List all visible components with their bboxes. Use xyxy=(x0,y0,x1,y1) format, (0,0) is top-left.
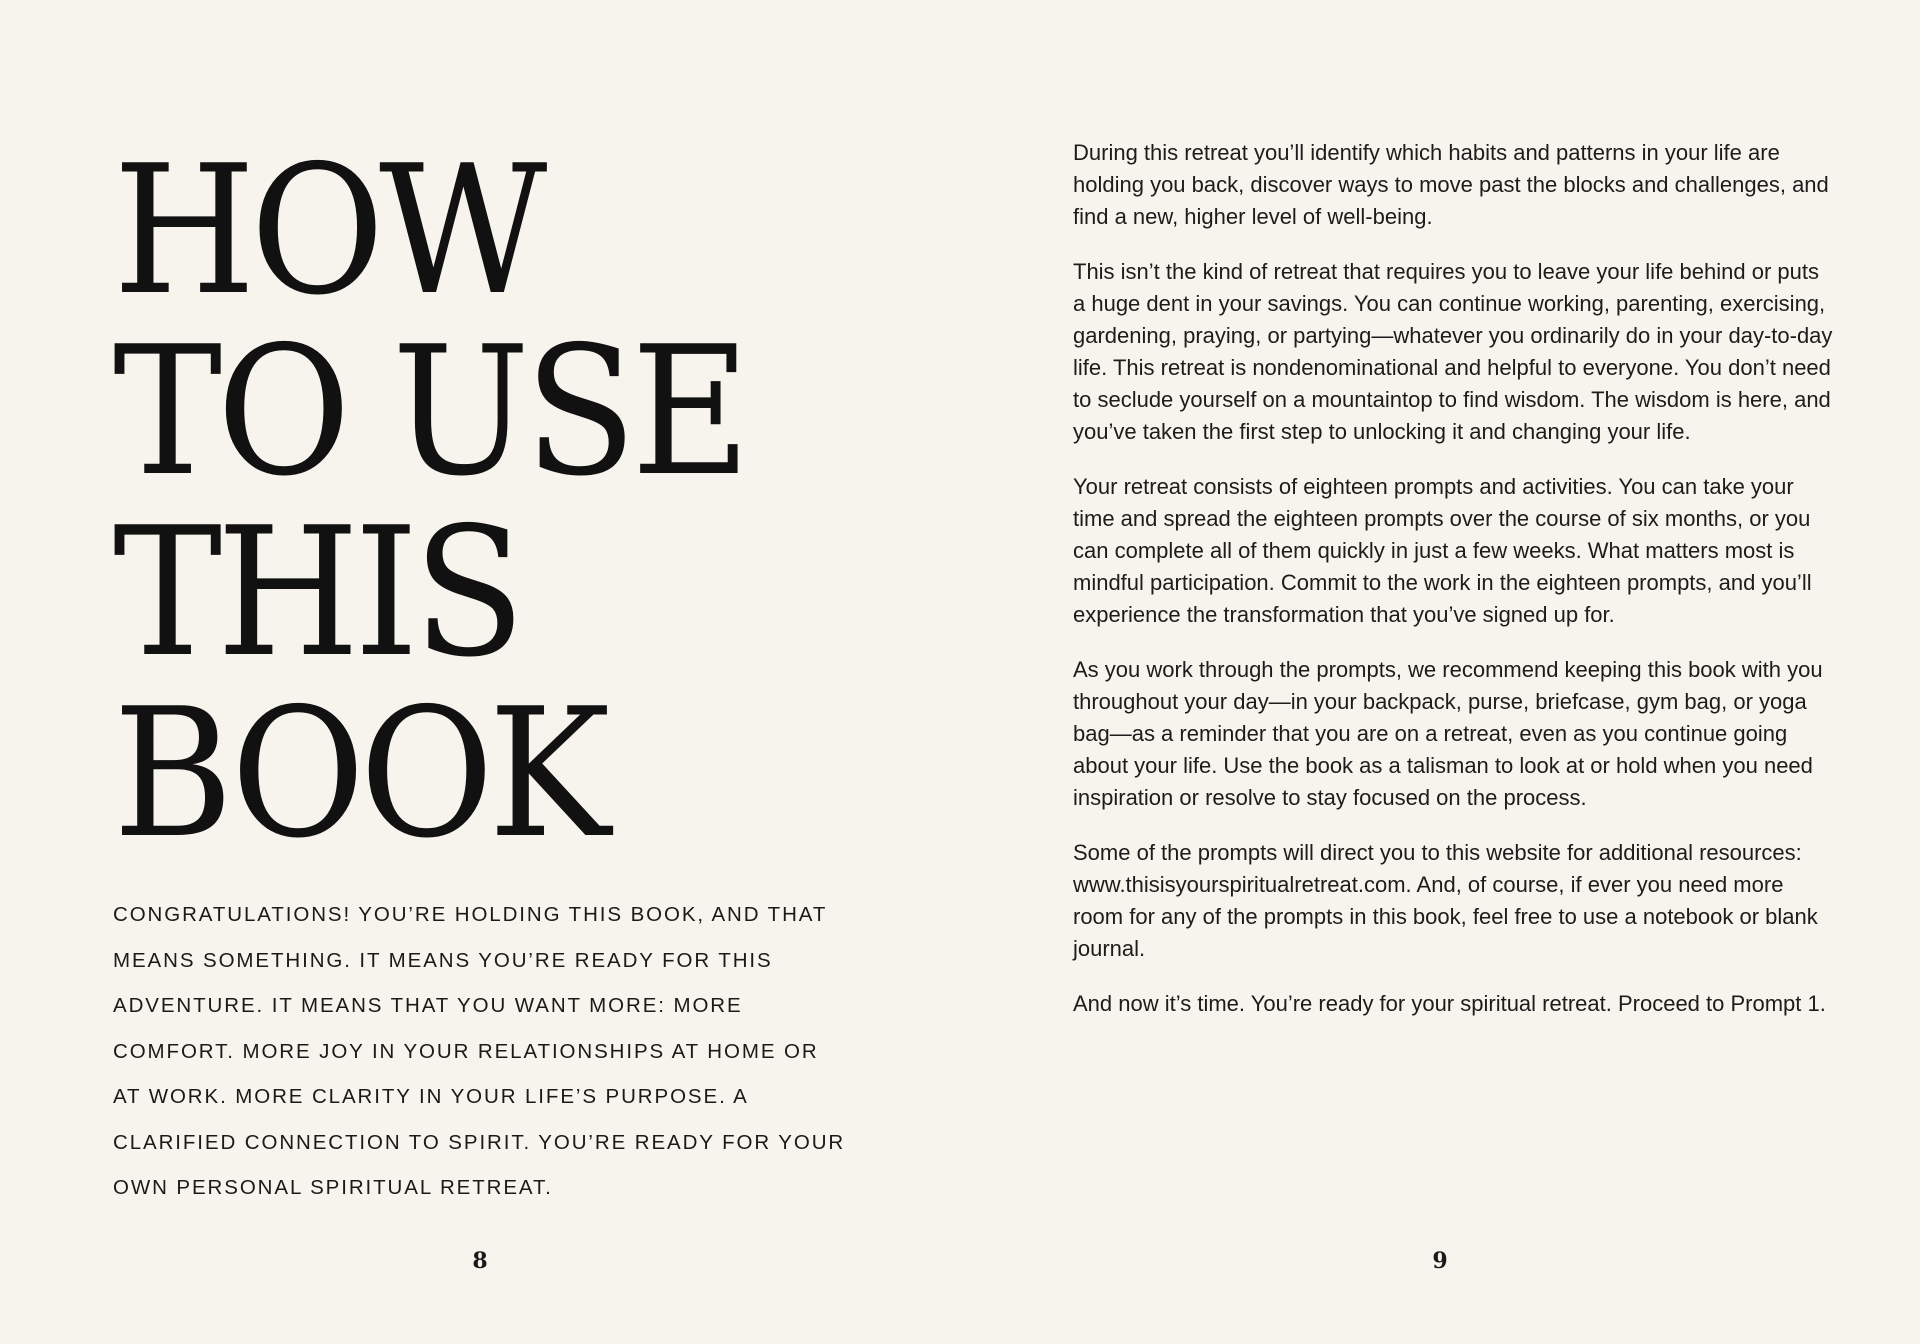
title-line-3: THIS xyxy=(113,489,520,696)
page-number-left: 8 xyxy=(472,1248,488,1274)
page-number-right: 9 xyxy=(1432,1248,1448,1274)
right-page xyxy=(960,0,1920,1344)
body-paragraph-4: As you work through the prompts, we recommend keeping this book with you throughout your day—in your backpack, purse, briefcase, gym bag, or yoga bag—as a reminder that you are on a retreat, even as you continue going about your life. Use the book as a talisman to look at or hold when you need inspiration or resolve to stay focused on the process. xyxy=(1073,657,1823,810)
body-text xyxy=(1073,137,1833,1043)
title-line-1: HOW xyxy=(113,127,542,334)
body-paragraph-6: And now it’s time. You’re ready for your spiritual retreat. Proceed to Prompt 1. xyxy=(1073,991,1826,1016)
intro-paragraph: CONGRATULATIONS! YOU’RE HOLDING THIS BOOK, AND THAT MEANS SOMETHING. IT MEANS YOU’RE READY FOR THIS ADVENTURE. IT MEANS THAT YOU WANT MORE: MORE COMFORT. MORE JOY IN YOUR RELATIONSHIPS AT HOME OR AT WORK. MORE CLARITY IN YOUR LIFE’S PURPOSE. A CLARIFIED CONNECTION TO SPIRIT. YOU’RE READY FOR YOUR OWN PERSONAL SPIRITUAL RETREAT. xyxy=(113,903,846,1199)
body-paragraph-1: During this retreat you’ll identify which habits and patterns in your life are holding you back, discover ways to move past the blocks and challenges, and find a new, higher level of well-being. xyxy=(1073,140,1829,229)
body-paragraph-2: This isn’t the kind of retreat that requires you to leave your life behind or puts a huge dent in your savings. You can continue working, parenting, exercising, gardening, praying, or partying—whatever you ordinarily do in your day-to-day life. This retreat is nondenominational and helpful to everyone. You don’t need to seclude yourself on a mountaintop to find wisdom. The wisdom is here, and you’ve taken the first step to unlocking it and changing your life. xyxy=(1073,259,1833,444)
title-line-4: BOOK xyxy=(113,670,606,877)
title-line-2: TO USE xyxy=(113,308,746,515)
body-paragraph-3: Your retreat consists of eighteen prompts and activities. You can take your time and spread the eighteen prompts over the course of six months, or you can complete all of them quickly in just a few weeks. What matters most is mindful participation. Commit to the work in the eighteen prompts, and you’ll experience the transformation that you’ve signed up for. xyxy=(1073,474,1812,627)
page-title xyxy=(113,127,746,877)
body-paragraph-5: Some of the prompts will direct you to this website for additional resources: www.thisisyourspiritualretreat.com. And, of course, if ever you need more room for any of the prompts in this book, feel free to use a notebook or blank journal. xyxy=(1073,840,1818,961)
